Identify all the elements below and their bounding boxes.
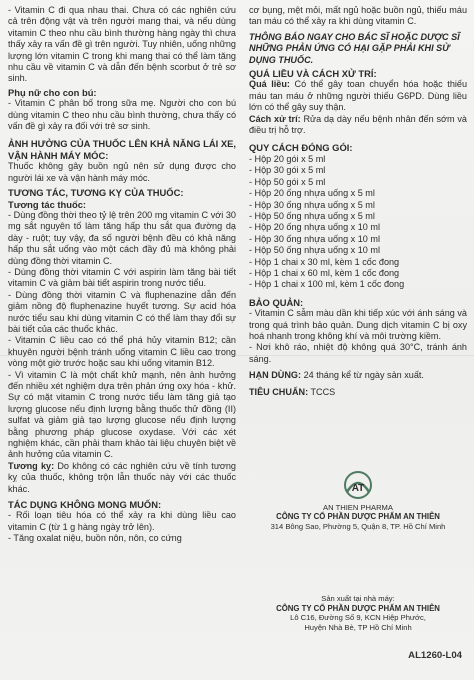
driving-text: Thuốc không gây buồn ngủ nên sử dụng được cho người lái xe và vận hành máy móc. [8, 161, 236, 183]
manufacturer-label: Sản xuất tại nhà máy: [321, 594, 395, 603]
standard [249, 387, 467, 398]
side-effects-continued: cơ bụng, mệt mỏi, mất ngủ hoặc buồn ngủ, thiếu máu tan máu có thể xảy ra khi dùng vitamin C. [249, 5, 467, 27]
packaging-heading: QUY CÁCH ĐÓNG GÓI: [249, 142, 353, 154]
interaction-item-1: - Dùng đồng thời theo tỷ lệ trên 200 mg vitamin C với 30 mg sắt nguyên tố làm tăng hấp thu sắt qua đường dạ dày - ruột; tuy vậy, đa số người bệnh đều có khả năng hấp thu sắt uống vào một cách đầy đủ mà không phải dùng đồng thời vitamin C. [8, 209, 236, 266]
company-address: 314 Bông Sao, Phường 5, Quận 8, TP. Hồ Chí Minh [270, 521, 446, 531]
list-item: - Hộp 50 gói x 5 ml [249, 176, 326, 187]
manufacturer-address-2: Huyện Nhà Bè, TP Hồ Chí Minh [304, 622, 412, 632]
treatment-text [249, 114, 467, 137]
shelf-life-value: 24 tháng kể từ ngày sản xuất. [303, 370, 424, 381]
incompatibility-text [8, 461, 236, 495]
logo-letters: AT [351, 483, 365, 494]
document-code: AL1260-L04 [408, 650, 462, 661]
list-item: - Hộp 30 gói x 5 ml [249, 165, 326, 176]
report-notice: THÔNG BÁO NGAY CHO BÁC SĨ HOẶC DƯỢC SĨ NHỮNG PHẢN ỨNG CÓ HẠI GẶP PHẢI KHI SỬ DỤNG THUỐC. [249, 31, 460, 65]
treatment-label: Cách xử trí: [249, 113, 301, 124]
overdose-text [249, 79, 467, 113]
standard-value: TCCS [310, 386, 336, 397]
interaction-item-5: - Vì vitamin C là một chất khử mạnh, nên ảnh hưởng đến nhiều xét nghiệm dựa trên phản ứng oxy hóa - khử. Sự có mặt vitamin C trong nước tiểu làm tăng giả tạo lượng glucose nếu định lượng bằng thuốc thử đồng (II) sulfat và giảm giả tạo lượng glucose nếu định lượng bằng phương pháp glucose oxydase. Với các xét nghiệm khác, cần phải tham khảo tài liệu chuyên biệt về ảnh hưởng của vitamin C. [8, 369, 236, 460]
list-item: - Hộp 30 ống nhựa uống x 10 ml [249, 233, 380, 244]
standard-label: TIÊU CHUẨN: [249, 386, 309, 397]
lactation-text: - Vitamin C phân bố trong sữa mẹ. Người cho con bú dùng vitamin C theo nhu cầu bình thường, chưa thấy có vấn đề gì xảy ra đối với trẻ sơ sinh. [8, 98, 236, 132]
list-item: - Hộp 20 ống nhựa uống x 10 ml [249, 222, 380, 233]
overdose-label: Quá liều: [249, 79, 290, 90]
packaging-list [249, 154, 467, 291]
brand-name: AN THIEN PHARMA [323, 502, 393, 512]
shelf-life-label: HẠN DÙNG: [249, 370, 302, 381]
right-column [249, 5, 467, 398]
treatment-body: Rửa dạ dày nếu bệnh nhân đến sớm và điều trị hỗ trợ. [249, 113, 467, 136]
list-item: - Hộp 1 chai x 60 ml, kèm 1 cốc đong [249, 267, 400, 278]
side-effect-item-2: - Tăng oxalat niệu, buồn nôn, nôn, co cứng [8, 533, 182, 544]
driving-heading: ẢNH HƯỞNG CỦA THUỐC LÊN KHẢ NĂNG LÁI XE, VẬN HÀNH MÁY MÓC: [8, 138, 236, 161]
storage-heading: BẢO QUẢN: [249, 296, 304, 308]
interaction-item-2: - Dùng đồng thời vitamin C với aspirin làm tăng bài tiết vitamin C và giảm bài tiết aspirin trong nước tiểu. [8, 266, 236, 289]
an-thien-logo-icon [341, 470, 375, 500]
storage-item-2: - Nơi khô ráo, nhiệt độ không quá 30°C, tránh ánh sáng. [249, 342, 467, 364]
list-item: - Hộp 50 ống nhựa uống x 10 ml [249, 245, 380, 256]
interaction-heading: TƯƠNG TÁC, TƯƠNG KỴ CỦA THUỐC: [8, 187, 184, 199]
side-effect-item-1: - Rối loạn tiêu hóa có thể xảy ra khi dùng liều cao vitamin C (từ 1 g hàng ngày trở lên). [8, 510, 236, 532]
interaction-item-4: - Vitamin C liều cao có thể phá hủy vitamin B12; cần khuyên người bệnh tránh uống vitamin C liều cao trong vòng một giờ trước hoặc sau khi uống vitamin B12. [8, 335, 236, 369]
overdose-heading: QUÁ LIỀU VÀ CÁCH XỬ TRÍ: [249, 68, 377, 80]
list-item: - Hộp 30 ống nhựa uống x 5 ml [249, 199, 375, 210]
lactation-heading: Phụ nữ cho con bú: [8, 86, 97, 98]
incompatibility-label: Tương kỵ: [8, 460, 55, 471]
list-item: - Hộp 1 chai x 30 ml, kèm 1 cốc đong [249, 256, 400, 267]
interaction-subheading: Tương tác thuốc: [8, 198, 87, 210]
storage-item-1: - Vitamin C sẫm màu dần khi tiếp xúc với ánh sáng và trong quá trình bảo quản. Dung dịch vitamin C bị oxy hoá nhanh trong không khí và môi trường kiềm. [249, 308, 467, 341]
manufacturer-company: CÔNG TY CỔ PHẦN DƯỢC PHẨM AN THIÊN [276, 603, 440, 613]
company-name: CÔNG TY CỔ PHẦN DƯỢC PHẨM AN THIÊN [276, 512, 440, 522]
manufacturer-block [249, 594, 467, 632]
interaction-item-3: - Dùng đồng thời vitamin C và fluphenazine dẫn đến giảm nồng độ fluphenazine huyết tương. Sự acid hóa nước tiểu sau khi dùng vitamin C có thể làm thay đổi sự bài tiết của các thuốc khác. [8, 289, 236, 334]
manufacturer-address-1: Lô C16, Đường Số 9, KCN Hiệp Phước, [290, 613, 426, 623]
list-item: - Hộp 50 ống nhựa uống x 5 ml [249, 210, 375, 221]
incompatibility-body: Do không có các nghiên cứu về tính tương kỵ của thuốc, không trộn lẫn thuốc này với các thuốc khác. [8, 460, 236, 494]
company-block [249, 470, 467, 531]
list-item: - Hộp 20 gói x 5 ml [249, 153, 326, 164]
list-item: - Hộp 1 chai x 100 ml, kèm 1 cốc đong [249, 279, 405, 290]
overdose-body: Có thể gây toan chuyển hóa hoặc thiếu máu tan máu ở những người thiếu G6PD. Dùng liều lớn có thể gây suy thận. [249, 79, 468, 113]
shelf-life [249, 370, 467, 381]
pregnancy-text: - Vitamin C đi qua nhau thai. Chưa có các nghiên cứu cả trên động vật và trên người mang thai, và nếu dùng vitamin C theo nhu cầu bình thường hàng ngày thì chưa thấy xảy ra vấn đề gì trên người. Tuy nhiên, uống những lượng lớn vitamin C trong khi mang thai có thể làm tăng nhu cầu về vitamin C và dẫn đến bệnh scorbut ở trẻ sơ sinh. [8, 5, 236, 84]
left-column [8, 5, 236, 545]
list-item: - Hộp 20 ống nhựa uống x 5 ml [249, 188, 375, 199]
side-effects-heading: TÁC DỤNG KHÔNG MONG MUỐN: [8, 499, 162, 511]
